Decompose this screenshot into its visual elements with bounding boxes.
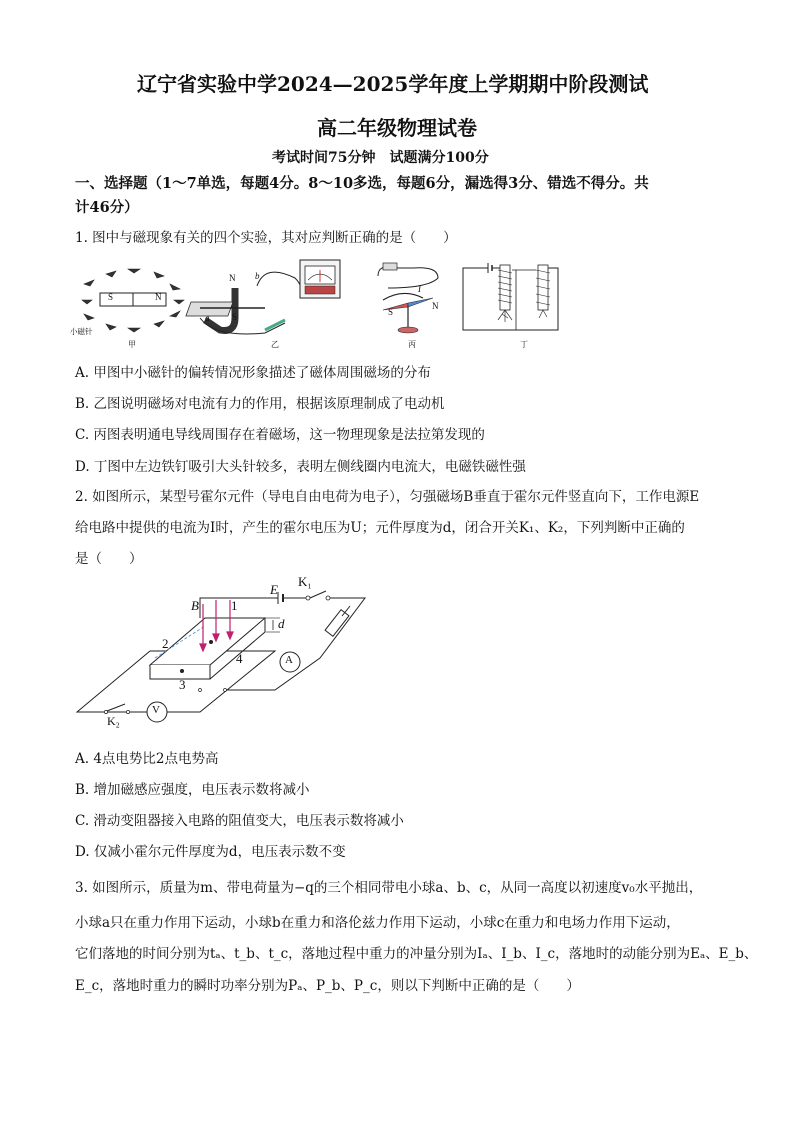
- figure-bing: [368, 258, 448, 338]
- fig-point-3: 3: [179, 677, 186, 692]
- small-needle-label: 小磁针: [70, 327, 93, 336]
- fig-label-ding: 丁: [520, 340, 528, 349]
- fig-k1-label: K₁: [298, 574, 312, 589]
- bing-pole-s: S: [388, 307, 394, 317]
- yi-point-a: a: [205, 313, 210, 323]
- q2-option-a: A. 4点电势比2点电势高: [75, 751, 219, 767]
- question-2-stem-line3: 是（ ）: [75, 551, 143, 567]
- page-title: 辽宁省实验中学2024—2025学年度上学期期中阶段测试: [137, 72, 649, 96]
- fig-label-yi: 乙: [271, 340, 279, 349]
- section-heading-line2: 计46分）: [75, 199, 139, 216]
- fig-k2-label: K₂: [107, 714, 120, 728]
- figure-ding: [458, 260, 568, 336]
- q1-option-d: D. 丁图中左边铁钉吸引大头针较多，表明左侧线圈内电流大，电磁铁磁性强: [75, 459, 526, 475]
- bing-current-i: I: [418, 284, 421, 294]
- q1-option-c: C. 丙图表明通电导线周围存在着磁场，这一物理现象是法拉第发现的: [75, 427, 485, 443]
- q2-option-c: C. 滑动变阻器接入电路的阻值变大，电压表示数将减小: [75, 813, 404, 829]
- exam-info: 考试时间75分钟 试题满分100分: [272, 150, 489, 166]
- fig-label-bing: 丙: [408, 340, 416, 349]
- fig-point-4: 4: [236, 651, 243, 666]
- q2-option-d: D. 仅减小霍尔元件厚度为d，电压表示数不变: [75, 844, 346, 860]
- fig-b-label: B: [191, 598, 199, 613]
- q1-option-b: B. 乙图说明磁场对电流有力的作用，根据该原理制成了电动机: [75, 396, 445, 412]
- question-3-line3: 它们落地的时间分别为tₐ、t_b、t_c，落地过程中重力的冲量分别为Iₐ、I_b、I_c，落地时的动能分别为Eₐ、E_b、: [75, 946, 758, 962]
- section-heading-line1: 一、选择题（1～7单选，每题4分。8～10多选，每题6分，漏选得3分、错选不得分。共: [75, 175, 649, 192]
- fig-voltmeter-label: V: [152, 704, 160, 716]
- question-3-line2: 小球a只在重力作用下运动，小球b在重力和洛伦兹力作用下运动，小球c在重力和电场力作用下运动，: [75, 915, 680, 931]
- figure-yi: [195, 258, 345, 343]
- question-1-stem: 1. 图中与磁现象有关的四个实验，其对应判断正确的是（ ）: [75, 230, 457, 246]
- figure-hall-circuit: [70, 578, 380, 730]
- fig-ammeter-label: A: [285, 654, 293, 666]
- question-2-stem-line1: 2. 如图所示，某型号霍尔元件（导电自由电荷为电子），匀强磁场B垂直于霍尔元件竖直向下，工作电源E: [75, 489, 700, 505]
- yi-pole-n: N: [229, 273, 236, 283]
- fig-label-jia: 甲: [128, 340, 136, 349]
- jia-pole-s: S: [108, 292, 114, 302]
- question-3-line1: 3. 如图所示，质量为m、带电荷量为−q的三个相同带电小球a、b、c，从同一高度以初速度v₀水平抛出，: [75, 880, 703, 896]
- bing-pole-n: N: [432, 301, 439, 311]
- page-subtitle: 高二年级物理试卷: [317, 116, 477, 140]
- question-3-line4: E_c，落地时重力的瞬时功率分别为Pₐ、P_b、P_c，则以下判断中正确的是（ ）: [75, 978, 580, 994]
- q2-option-b: B. 增加磁感应强度，电压表示数将减小: [75, 782, 310, 798]
- fig-point-2: 2: [162, 636, 169, 651]
- question-2-stem-line2: 给电路中提供的电流为I时，产生的霍尔电压为U；元件厚度为d，闭合开关K₁、K₂，下列判断中正确的: [75, 520, 685, 536]
- q1-option-a: A. 甲图中小磁针的偏转情况形象描述了磁体周围磁场的分布: [75, 365, 431, 381]
- fig-d-label: d: [278, 616, 285, 631]
- fig-point-1: 1: [231, 598, 238, 613]
- yi-pole-s: S: [232, 312, 238, 322]
- yi-point-b: b: [255, 271, 260, 281]
- jia-pole-n: N: [155, 292, 162, 302]
- fig-e-label: E: [270, 582, 278, 597]
